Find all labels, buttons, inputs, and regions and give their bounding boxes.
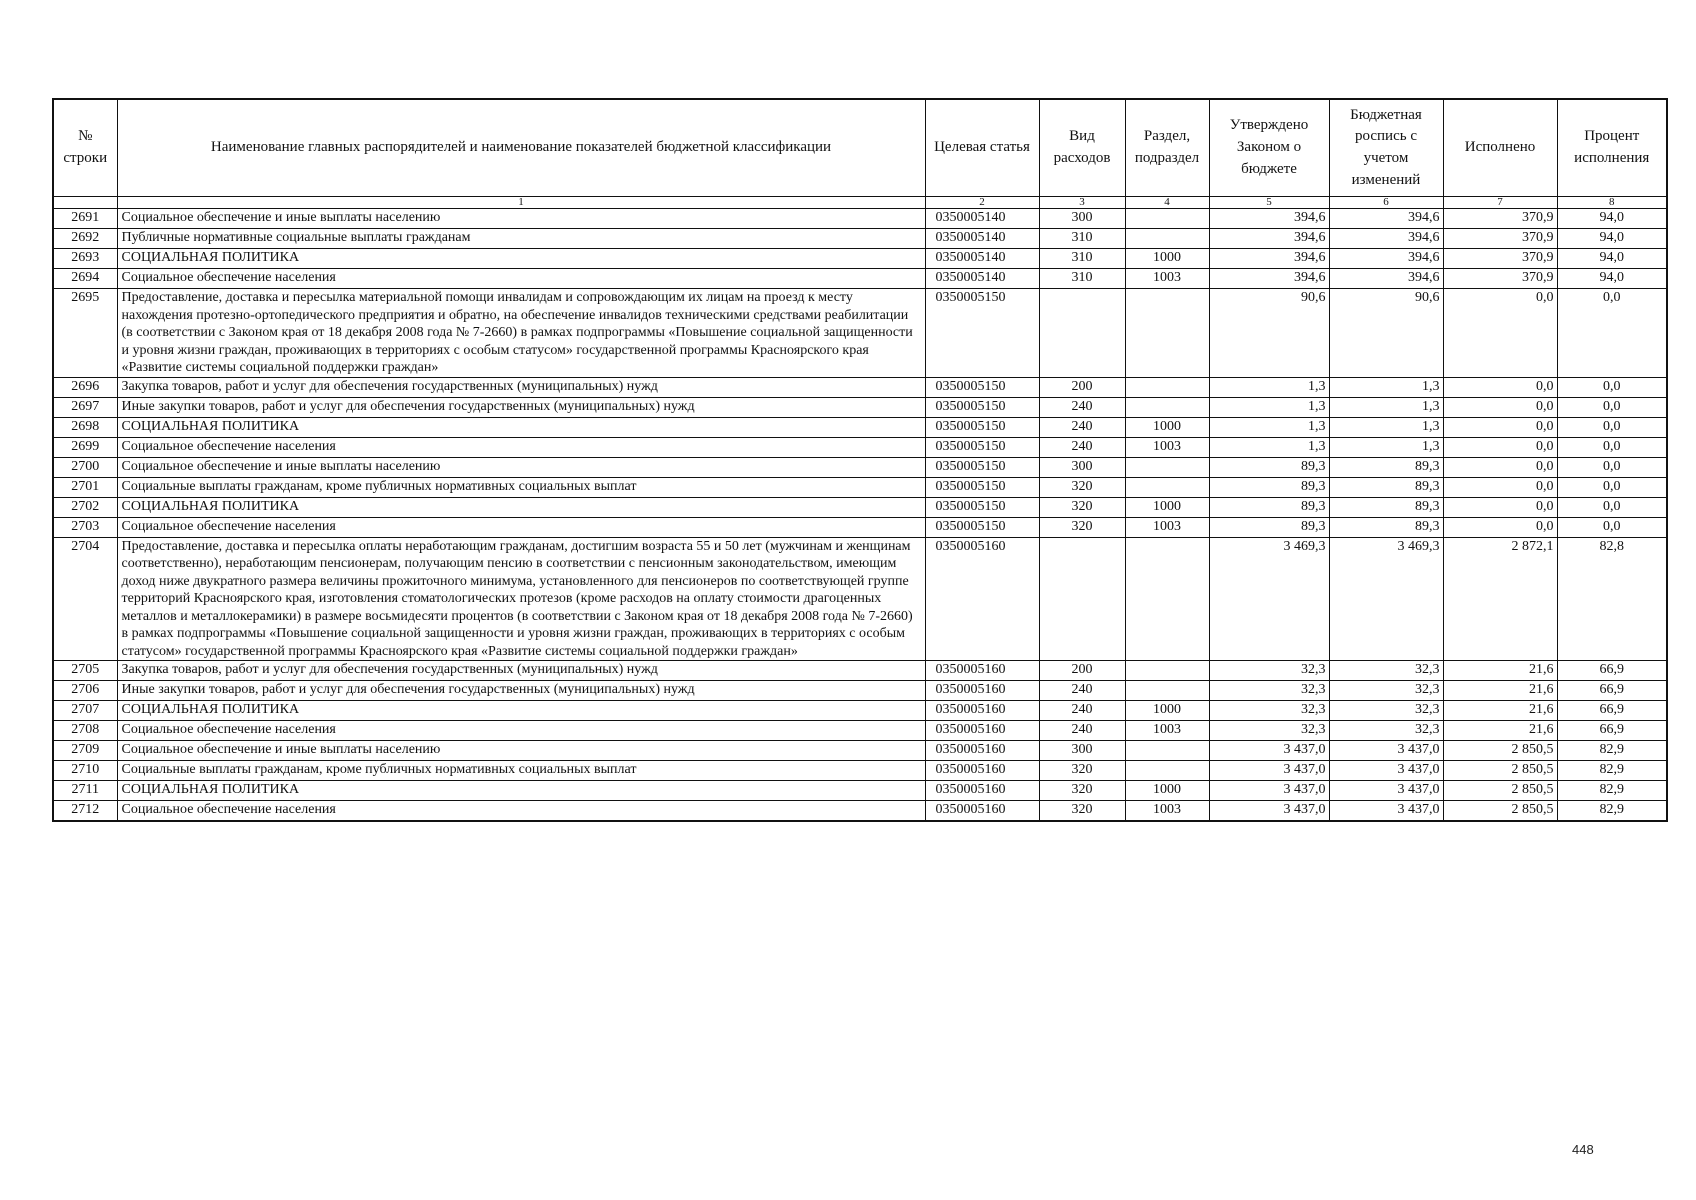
executed-value: 2 850,5 — [1443, 741, 1557, 761]
executed-value: 0,0 — [1443, 289, 1557, 378]
section-code: 1003 — [1125, 517, 1209, 537]
approved-value: 32,3 — [1209, 721, 1329, 741]
row-number: 2705 — [53, 661, 117, 681]
percent-value: 94,0 — [1557, 209, 1667, 229]
executed-value: 0,0 — [1443, 477, 1557, 497]
schedule-value: 3 437,0 — [1329, 801, 1443, 821]
executed-value: 21,6 — [1443, 681, 1557, 701]
row-number: 2709 — [53, 741, 117, 761]
expense-type-code — [1039, 289, 1125, 378]
column-number — [53, 197, 117, 209]
row-number: 2707 — [53, 701, 117, 721]
section-code — [1125, 397, 1209, 417]
column-number: 5 — [1209, 197, 1329, 209]
percent-value: 66,9 — [1557, 701, 1667, 721]
schedule-value: 1,3 — [1329, 417, 1443, 437]
section-code — [1125, 681, 1209, 701]
section-code: 1000 — [1125, 701, 1209, 721]
executed-value: 0,0 — [1443, 437, 1557, 457]
target-article-code: 0350005150 — [925, 417, 1039, 437]
table-row — [53, 397, 1667, 417]
column-number: 2 — [925, 197, 1039, 209]
row-number: 2693 — [53, 249, 117, 269]
target-article-code: 0350005150 — [925, 497, 1039, 517]
executed-value: 21,6 — [1443, 701, 1557, 721]
row-number: 2704 — [53, 537, 117, 661]
percent-value: 0,0 — [1557, 497, 1667, 517]
table-row — [53, 289, 1667, 378]
row-name: Иные закупки товаров, работ и услуг для обеспечения государственных (муниципальных) нужд — [117, 397, 925, 417]
row-name: Социальное обеспечение и иные выплаты населению — [117, 209, 925, 229]
schedule-value: 89,3 — [1329, 517, 1443, 537]
executed-value: 21,6 — [1443, 661, 1557, 681]
row-name: СОЦИАЛЬНАЯ ПОЛИТИКА — [117, 781, 925, 801]
percent-value: 0,0 — [1557, 437, 1667, 457]
section-code: 1003 — [1125, 437, 1209, 457]
expense-type-code: 320 — [1039, 781, 1125, 801]
target-article-code: 0350005160 — [925, 741, 1039, 761]
target-article-code: 0350005150 — [925, 517, 1039, 537]
percent-value: 0,0 — [1557, 377, 1667, 397]
row-name: Иные закупки товаров, работ и услуг для обеспечения государственных (муниципальных) нужд — [117, 681, 925, 701]
row-number: 2700 — [53, 457, 117, 477]
section-code — [1125, 457, 1209, 477]
row-name: Закупка товаров, работ и услуг для обеспечения государственных (муниципальных) нужд — [117, 377, 925, 397]
percent-value: 94,0 — [1557, 249, 1667, 269]
approved-value: 3 437,0 — [1209, 781, 1329, 801]
section-code: 1000 — [1125, 249, 1209, 269]
table-row — [53, 249, 1667, 269]
target-article-code: 0350005160 — [925, 681, 1039, 701]
target-article-code: 0350005140 — [925, 269, 1039, 289]
column-number: 6 — [1329, 197, 1443, 209]
row-name: Социальное обеспечение и иные выплаты населению — [117, 741, 925, 761]
target-article-code: 0350005160 — [925, 537, 1039, 661]
section-code: 1000 — [1125, 417, 1209, 437]
header-section: Раздел, подраздел — [1125, 99, 1209, 197]
row-name: СОЦИАЛЬНАЯ ПОЛИТИКА — [117, 249, 925, 269]
target-article-code: 0350005160 — [925, 781, 1039, 801]
expense-type-code: 300 — [1039, 209, 1125, 229]
executed-value: 21,6 — [1443, 721, 1557, 741]
section-code — [1125, 289, 1209, 378]
section-code — [1125, 741, 1209, 761]
expense-type-code: 320 — [1039, 761, 1125, 781]
row-number: 2703 — [53, 517, 117, 537]
row-number: 2699 — [53, 437, 117, 457]
row-name: Социальное обеспечение населения — [117, 269, 925, 289]
row-number: 2698 — [53, 417, 117, 437]
table-row — [53, 477, 1667, 497]
schedule-value: 89,3 — [1329, 477, 1443, 497]
percent-value: 82,9 — [1557, 781, 1667, 801]
schedule-value: 3 437,0 — [1329, 741, 1443, 761]
executed-value: 370,9 — [1443, 249, 1557, 269]
row-name: Социальное обеспечение и иные выплаты населению — [117, 457, 925, 477]
target-article-code: 0350005150 — [925, 377, 1039, 397]
table-row — [53, 497, 1667, 517]
approved-value: 394,6 — [1209, 229, 1329, 249]
expense-type-code: 310 — [1039, 229, 1125, 249]
row-number: 2694 — [53, 269, 117, 289]
row-name: СОЦИАЛЬНАЯ ПОЛИТИКА — [117, 701, 925, 721]
percent-value: 0,0 — [1557, 477, 1667, 497]
row-name: Социальные выплаты гражданам, кроме публичных нормативных социальных выплат — [117, 761, 925, 781]
schedule-value: 1,3 — [1329, 397, 1443, 417]
header-row — [53, 99, 1667, 197]
header-executed: Исполнено — [1443, 99, 1557, 197]
schedule-value: 394,6 — [1329, 249, 1443, 269]
header-expense-type: Вид расходов — [1039, 99, 1125, 197]
section-code: 1003 — [1125, 801, 1209, 821]
section-code: 1000 — [1125, 781, 1209, 801]
approved-value: 89,3 — [1209, 497, 1329, 517]
expense-type-code: 240 — [1039, 701, 1125, 721]
row-number: 2695 — [53, 289, 117, 378]
approved-value: 394,6 — [1209, 269, 1329, 289]
executed-value: 2 850,5 — [1443, 801, 1557, 821]
approved-value: 1,3 — [1209, 377, 1329, 397]
header-name: Наименование главных распорядителей и наименование показателей бюджетной классификации — [117, 99, 925, 197]
header-approved: Утверждено Законом о бюджете — [1209, 99, 1329, 197]
percent-value: 94,0 — [1557, 269, 1667, 289]
target-article-code: 0350005150 — [925, 457, 1039, 477]
table-row — [53, 517, 1667, 537]
header-budget-schedule: Бюджетная роспись с учетом изменений — [1329, 99, 1443, 197]
executed-value: 0,0 — [1443, 377, 1557, 397]
target-article-code: 0350005150 — [925, 437, 1039, 457]
percent-value: 0,0 — [1557, 457, 1667, 477]
table-row — [53, 269, 1667, 289]
approved-value: 3 469,3 — [1209, 537, 1329, 661]
section-code — [1125, 537, 1209, 661]
table-row — [53, 661, 1667, 681]
percent-value: 0,0 — [1557, 397, 1667, 417]
target-article-code: 0350005140 — [925, 229, 1039, 249]
row-number: 2691 — [53, 209, 117, 229]
executed-value: 2 872,1 — [1443, 537, 1557, 661]
table-row — [53, 721, 1667, 741]
expense-type-code: 200 — [1039, 661, 1125, 681]
expense-type-code: 240 — [1039, 721, 1125, 741]
percent-value: 0,0 — [1557, 517, 1667, 537]
target-article-code: 0350005150 — [925, 477, 1039, 497]
table-row — [53, 761, 1667, 781]
approved-value: 32,3 — [1209, 661, 1329, 681]
expense-type-code — [1039, 537, 1125, 661]
target-article-code: 0350005160 — [925, 721, 1039, 741]
expense-type-code: 320 — [1039, 801, 1125, 821]
table-row — [53, 701, 1667, 721]
row-number: 2708 — [53, 721, 117, 741]
table-row — [53, 801, 1667, 821]
table-row — [53, 681, 1667, 701]
row-name: Социальные выплаты гражданам, кроме публичных нормативных социальных выплат — [117, 477, 925, 497]
row-number: 2702 — [53, 497, 117, 517]
schedule-value: 32,3 — [1329, 681, 1443, 701]
percent-value: 66,9 — [1557, 721, 1667, 741]
target-article-code: 0350005150 — [925, 397, 1039, 417]
approved-value: 394,6 — [1209, 209, 1329, 229]
schedule-value: 3 469,3 — [1329, 537, 1443, 661]
table-row — [53, 209, 1667, 229]
target-article-code: 0350005150 — [925, 289, 1039, 378]
schedule-value: 394,6 — [1329, 269, 1443, 289]
target-article-code: 0350005160 — [925, 661, 1039, 681]
header-row-number: № строки — [53, 99, 117, 197]
schedule-value: 89,3 — [1329, 457, 1443, 477]
row-name: Социальное обеспечение населения — [117, 517, 925, 537]
section-code — [1125, 229, 1209, 249]
percent-value: 82,8 — [1557, 537, 1667, 661]
table-row — [53, 437, 1667, 457]
target-article-code: 0350005160 — [925, 701, 1039, 721]
percent-value: 0,0 — [1557, 289, 1667, 378]
budget-table — [52, 98, 1668, 822]
approved-value: 3 437,0 — [1209, 741, 1329, 761]
target-article-code: 0350005160 — [925, 761, 1039, 781]
row-number: 2710 — [53, 761, 117, 781]
percent-value: 82,9 — [1557, 761, 1667, 781]
row-name: СОЦИАЛЬНАЯ ПОЛИТИКА — [117, 417, 925, 437]
approved-value: 89,3 — [1209, 477, 1329, 497]
header-percent: Процент исполнения — [1557, 99, 1667, 197]
table-row — [53, 417, 1667, 437]
approved-value: 1,3 — [1209, 437, 1329, 457]
percent-value: 82,9 — [1557, 741, 1667, 761]
column-number: 8 — [1557, 197, 1667, 209]
executed-value: 0,0 — [1443, 517, 1557, 537]
row-number: 2696 — [53, 377, 117, 397]
expense-type-code: 240 — [1039, 437, 1125, 457]
expense-type-code: 320 — [1039, 477, 1125, 497]
section-code: 1000 — [1125, 497, 1209, 517]
section-code: 1003 — [1125, 269, 1209, 289]
schedule-value: 90,6 — [1329, 289, 1443, 378]
expense-type-code: 300 — [1039, 457, 1125, 477]
executed-value: 370,9 — [1443, 229, 1557, 249]
row-name: Социальное обеспечение населения — [117, 721, 925, 741]
row-number: 2712 — [53, 801, 117, 821]
expense-type-code: 240 — [1039, 417, 1125, 437]
expense-type-code: 240 — [1039, 397, 1125, 417]
row-name: Социальное обеспечение населения — [117, 801, 925, 821]
column-number: 3 — [1039, 197, 1125, 209]
row-number: 2711 — [53, 781, 117, 801]
table-body — [53, 209, 1667, 821]
executed-value: 2 850,5 — [1443, 761, 1557, 781]
executed-value: 370,9 — [1443, 209, 1557, 229]
schedule-value: 1,3 — [1329, 437, 1443, 457]
column-number: 4 — [1125, 197, 1209, 209]
executed-value: 370,9 — [1443, 269, 1557, 289]
expense-type-code: 320 — [1039, 497, 1125, 517]
section-code — [1125, 209, 1209, 229]
approved-value: 89,3 — [1209, 517, 1329, 537]
expense-type-code: 310 — [1039, 269, 1125, 289]
approved-value: 89,3 — [1209, 457, 1329, 477]
expense-type-code: 300 — [1039, 741, 1125, 761]
row-name: Закупка товаров, работ и услуг для обеспечения государственных (муниципальных) нужд — [117, 661, 925, 681]
schedule-value: 32,3 — [1329, 661, 1443, 681]
expense-type-code: 240 — [1039, 681, 1125, 701]
header-target-article: Целевая статья — [925, 99, 1039, 197]
section-code — [1125, 661, 1209, 681]
table-row — [53, 537, 1667, 661]
schedule-value: 1,3 — [1329, 377, 1443, 397]
table-row — [53, 457, 1667, 477]
approved-value: 90,6 — [1209, 289, 1329, 378]
percent-value: 82,9 — [1557, 801, 1667, 821]
section-code — [1125, 761, 1209, 781]
page-number: 448 — [1572, 1142, 1594, 1157]
row-name: Предоставление, доставка и пересылка оплаты неработающим гражданам, достигшим возраста 55 и 50 лет (мужчинам и женщинам соответственно), неработающим пенсионерам, получающим пенсию в соответствии с пенсионным законодательством, имеющим доход ниже двукратного размера величины прожиточного минимума, установленного для пенсионеров по соответствующей группе территорий Красноярского края, изготовления стоматологических протезов (кроме расходов на оплату стоимости драгоценных металлов и металлокерамики) в размере восьмидесяти процентов (в соответствии с Законом края от 18 декабря 2008 года № 7-2660) в рамках подпрограммы «Повышение социальной защищенности и уровня жизни граждан, проживающих в территориях с особым статусом» государственной программы Красноярского края «Развитие системы социальной поддержки граждан» — [117, 537, 925, 661]
column-number-row — [53, 197, 1667, 209]
row-number: 2701 — [53, 477, 117, 497]
column-number: 7 — [1443, 197, 1557, 209]
executed-value: 0,0 — [1443, 497, 1557, 517]
schedule-value: 89,3 — [1329, 497, 1443, 517]
percent-value: 0,0 — [1557, 417, 1667, 437]
table-row — [53, 377, 1667, 397]
schedule-value: 32,3 — [1329, 721, 1443, 741]
section-code — [1125, 377, 1209, 397]
schedule-value: 394,6 — [1329, 209, 1443, 229]
table-row — [53, 229, 1667, 249]
schedule-value: 394,6 — [1329, 229, 1443, 249]
percent-value: 66,9 — [1557, 661, 1667, 681]
section-code — [1125, 477, 1209, 497]
executed-value: 0,0 — [1443, 457, 1557, 477]
section-code: 1003 — [1125, 721, 1209, 741]
approved-value: 3 437,0 — [1209, 761, 1329, 781]
row-number: 2706 — [53, 681, 117, 701]
column-number: 1 — [117, 197, 925, 209]
target-article-code: 0350005140 — [925, 249, 1039, 269]
executed-value: 2 850,5 — [1443, 781, 1557, 801]
schedule-value: 3 437,0 — [1329, 761, 1443, 781]
approved-value: 394,6 — [1209, 249, 1329, 269]
percent-value: 94,0 — [1557, 229, 1667, 249]
target-article-code: 0350005160 — [925, 801, 1039, 821]
row-number: 2692 — [53, 229, 117, 249]
expense-type-code: 200 — [1039, 377, 1125, 397]
expense-type-code: 320 — [1039, 517, 1125, 537]
approved-value: 1,3 — [1209, 417, 1329, 437]
approved-value: 1,3 — [1209, 397, 1329, 417]
schedule-value: 3 437,0 — [1329, 781, 1443, 801]
percent-value: 66,9 — [1557, 681, 1667, 701]
row-name: СОЦИАЛЬНАЯ ПОЛИТИКА — [117, 497, 925, 517]
row-number: 2697 — [53, 397, 117, 417]
row-name: Предоставление, доставка и пересылка материальной помощи инвалидам и сопровождающим их лицам на проезд к месту нахождения протезно-ортопедического предприятия и обратно, на обеспечение инвалидов техническими средствами реабилитации (в соответствии с Законом края от 18 декабря 2008 года № 7-2660) в рамках подпрограммы «Повышение социальной защищенности и уровня жизни граждан, проживающих в территориях с особым статусом» государственной программы Красноярского края «Развитие системы социальной поддержки граждан» — [117, 289, 925, 378]
row-name: Публичные нормативные социальные выплаты гражданам — [117, 229, 925, 249]
executed-value: 0,0 — [1443, 397, 1557, 417]
approved-value: 32,3 — [1209, 681, 1329, 701]
target-article-code: 0350005140 — [925, 209, 1039, 229]
schedule-value: 32,3 — [1329, 701, 1443, 721]
expense-type-code: 310 — [1039, 249, 1125, 269]
row-name: Социальное обеспечение населения — [117, 437, 925, 457]
executed-value: 0,0 — [1443, 417, 1557, 437]
table-row — [53, 741, 1667, 761]
approved-value: 3 437,0 — [1209, 801, 1329, 821]
table-row — [53, 781, 1667, 801]
approved-value: 32,3 — [1209, 701, 1329, 721]
